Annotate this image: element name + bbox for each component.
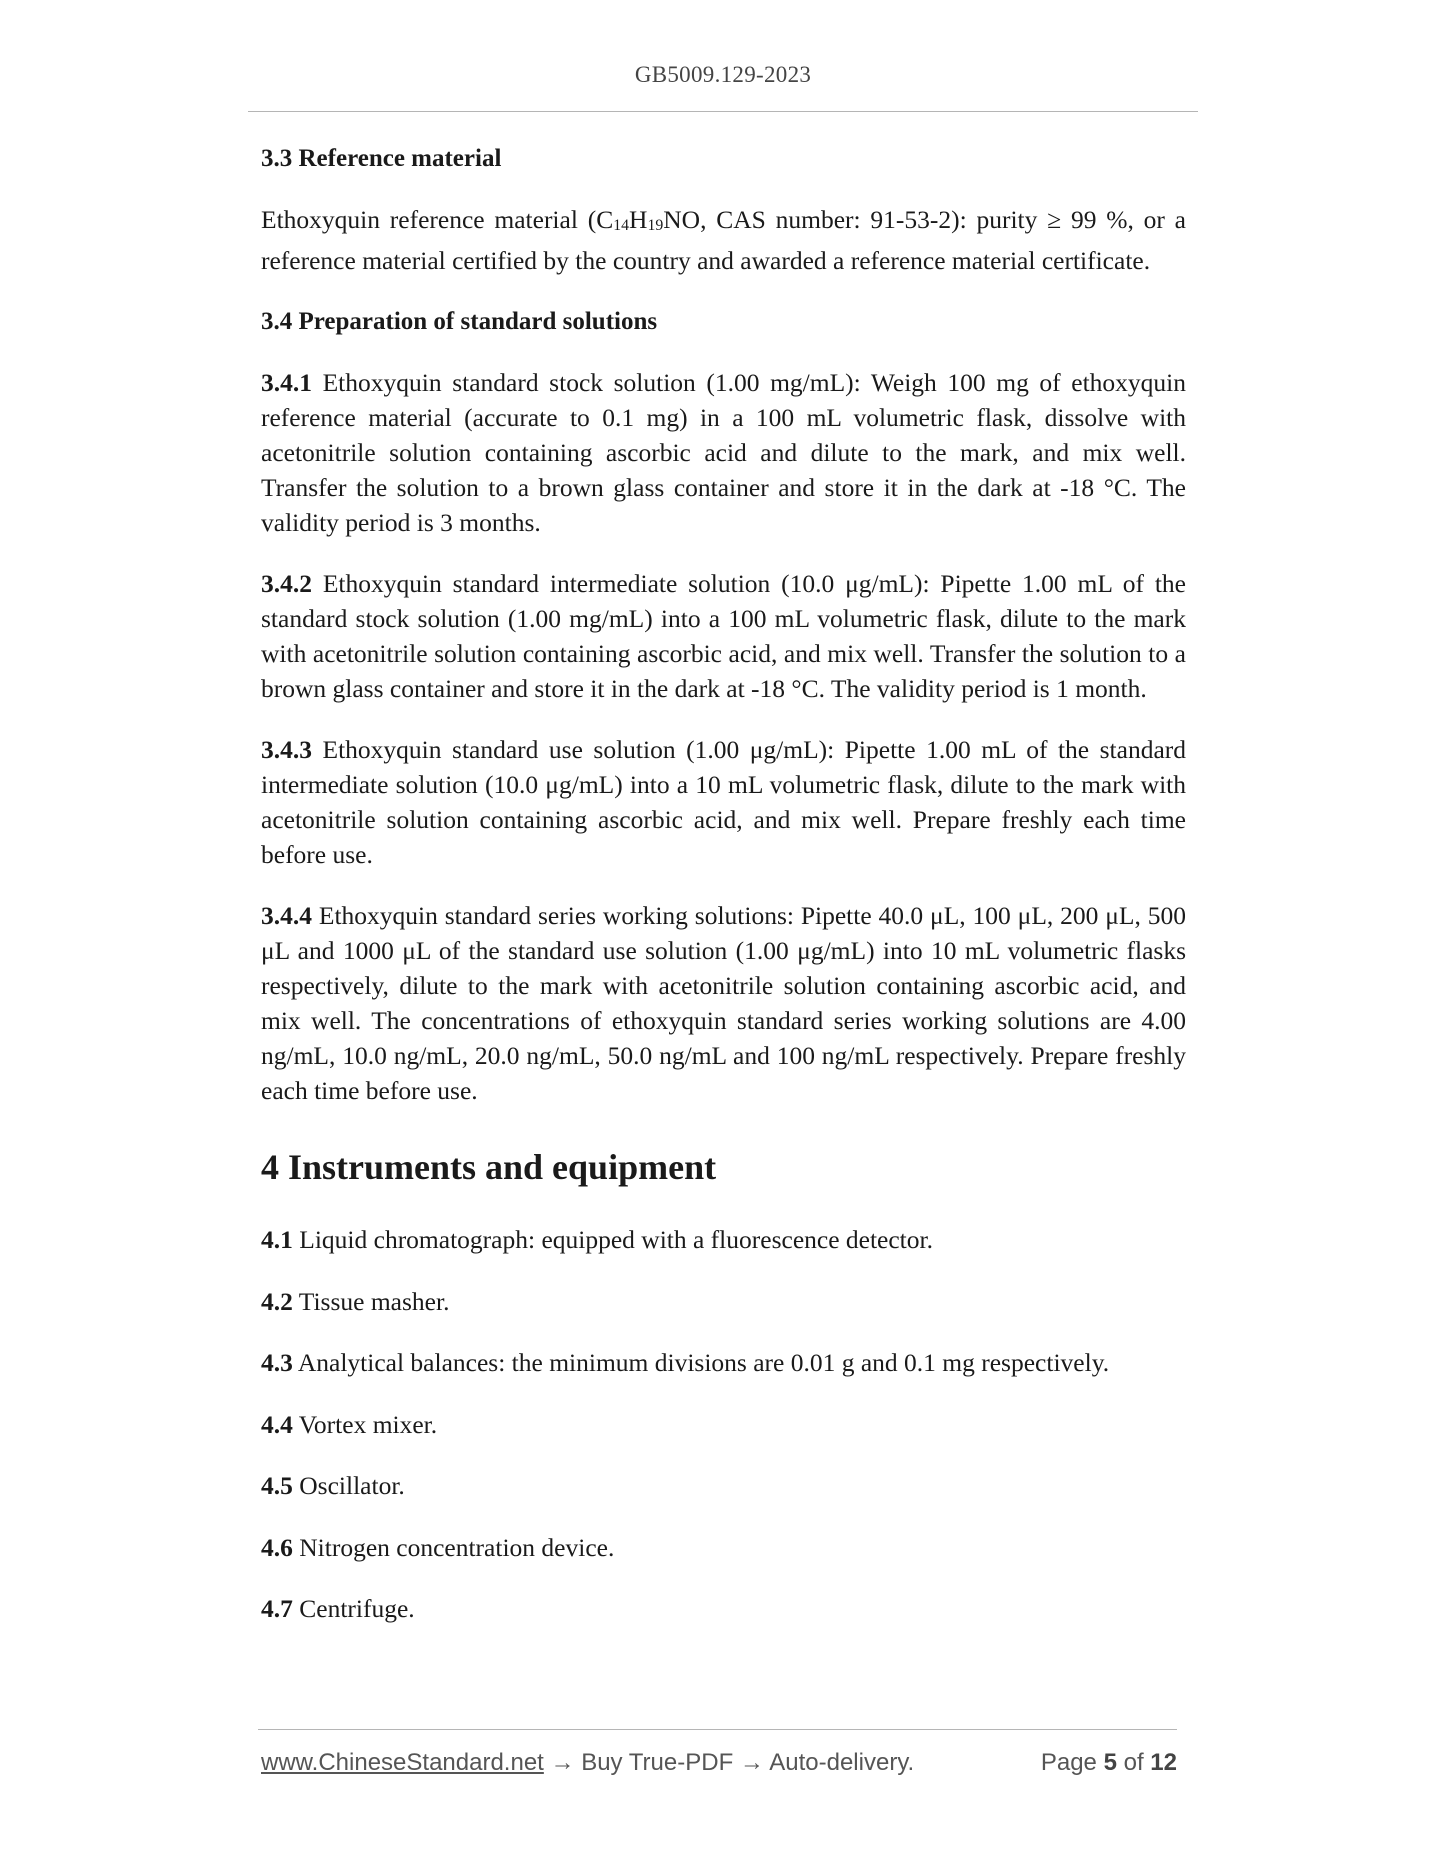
buy-true-pdf-text: Buy True-PDF bbox=[581, 1749, 734, 1776]
page-of-label: of bbox=[1123, 1749, 1144, 1776]
clause-text: Ethoxyquin standard intermediate solution (10.0 μg/mL): Pipette 1.00 mL of the standard stock solution (1.00 mg/mL) into a 100 mL volumetric flask, dilute to the mark with acetonitrile solution containing ascorbic acid, and mix well. Transfer the solution to a brown glass container and store it in the dark at -18 °C. The validity period is 1 month. bbox=[261, 569, 1186, 703]
clause-number: 3.4.1 bbox=[261, 368, 312, 397]
clause-number: 3.4.4 bbox=[261, 901, 312, 930]
item-4-3 bbox=[261, 1345, 1186, 1380]
clause-number: 4.5 bbox=[261, 1471, 293, 1500]
heading-3-3: 3.3 Reference material bbox=[261, 145, 502, 172]
footer-promo bbox=[261, 1749, 914, 1777]
subscript-14: 14 bbox=[613, 217, 630, 234]
clause-text: Liquid chromatograph: equipped with a fluorescence detector. bbox=[299, 1225, 933, 1254]
page-total: 12 bbox=[1150, 1749, 1177, 1776]
arrow-right-icon: → bbox=[550, 1749, 575, 1776]
item-4-4 bbox=[261, 1407, 1186, 1442]
paragraph-3-3 bbox=[261, 202, 1186, 278]
page-number bbox=[1041, 1749, 1177, 1777]
clause-text: Ethoxyquin standard stock solution (1.00 mg/mL): Weigh 100 mg of ethoxyquin reference material (accurate to 0.1 mg) in a 100 mL volumetric flask, dissolve with acetonitrile solution containing ascorbic acid and dilute to the mark, and mix well. Transfer the solution to a brown glass container and store it in the dark at -18 °C. The validity period is 3 months. bbox=[261, 368, 1187, 537]
paragraph-3-4-2 bbox=[261, 566, 1186, 706]
clause-number: 4.2 bbox=[261, 1286, 293, 1316]
clause-text: Tissue masher. bbox=[298, 1286, 450, 1316]
clause-number: 4.4 bbox=[261, 1409, 293, 1439]
page-current: 5 bbox=[1103, 1749, 1117, 1776]
clause-number: 4.6 bbox=[261, 1532, 293, 1562]
clause-text: Ethoxyquin standard series working solutions: Pipette 40.0 μL, 100 μL, 200 μL, 500 μL and 1000 μL of the standard use solution (1.00 μg/mL) into 10 mL volumetric flasks respectively, dilute to the mark with acetonitrile solution containing ascorbic acid, and mix well. The concentrations of ethoxyquin standard series working solutions are 4.00 ng/mL, 10.0 ng/mL, 20.0 ng/mL, 50.0 ng/mL and 100 ng/mL respectively. Prepare freshly each time before use. bbox=[261, 901, 1187, 1105]
text-3-3-post: NO, CAS number: 91-53-2): purity ≥ 99 %, or a reference material certified by the country and awarded a reference material certificate. bbox=[261, 205, 1186, 275]
item-4-6 bbox=[261, 1530, 1186, 1565]
subscript-19: 19 bbox=[647, 217, 664, 234]
clause-number: 4.1 bbox=[261, 1225, 293, 1254]
footer-divider bbox=[258, 1729, 1177, 1730]
page-footer bbox=[261, 1749, 1177, 1781]
auto-delivery-text: Auto-delivery. bbox=[769, 1749, 915, 1776]
paragraph-3-4-4 bbox=[261, 898, 1186, 1108]
clause-number: 4.3 bbox=[261, 1348, 293, 1377]
text-3-3-pre: Ethoxyquin reference material (C bbox=[261, 205, 614, 234]
item-4-7 bbox=[261, 1591, 1186, 1626]
clause-text: Oscillator. bbox=[299, 1471, 405, 1500]
clause-text: Vortex mixer. bbox=[298, 1409, 438, 1439]
paragraph-3-4-1 bbox=[261, 365, 1186, 540]
clause-number: 4.7 bbox=[261, 1594, 293, 1623]
website-link[interactable]: www.ChineseStandard.net bbox=[261, 1749, 544, 1776]
text-3-3-mid: H bbox=[629, 205, 648, 234]
heading-section-4: 4 Instruments and equipment bbox=[261, 1147, 717, 1187]
clause-text: Centrifuge. bbox=[299, 1594, 415, 1623]
clause-number: 3.4.3 bbox=[261, 735, 312, 764]
clause-number: 3.4.2 bbox=[261, 569, 312, 598]
item-4-2 bbox=[261, 1284, 1186, 1319]
clause-text: Ethoxyquin standard use solution (1.00 μg/mL): Pipette 1.00 mL of the standard intermediate solution (10.0 μg/mL) into a 10 mL volumetric flask, dilute to the mark with acetonitrile solution containing ascorbic acid, and mix well. Prepare freshly each time before use. bbox=[261, 735, 1186, 869]
document-header-code: GB5009.129-2023 bbox=[634, 62, 812, 87]
paragraph-3-4-3 bbox=[261, 732, 1186, 872]
item-4-1 bbox=[261, 1222, 1186, 1257]
clause-text: Nitrogen concentration device. bbox=[299, 1532, 615, 1562]
document-body bbox=[261, 141, 1186, 1653]
header-divider bbox=[248, 111, 1198, 112]
page-label: Page bbox=[1040, 1749, 1097, 1776]
arrow-right-icon: → bbox=[739, 1749, 764, 1776]
item-4-5 bbox=[261, 1468, 1186, 1503]
heading-3-4: 3.4 Preparation of standard solutions bbox=[261, 308, 658, 335]
clause-text: Analytical balances: the minimum divisions are 0.01 g and 0.1 mg respectively. bbox=[297, 1348, 1110, 1377]
